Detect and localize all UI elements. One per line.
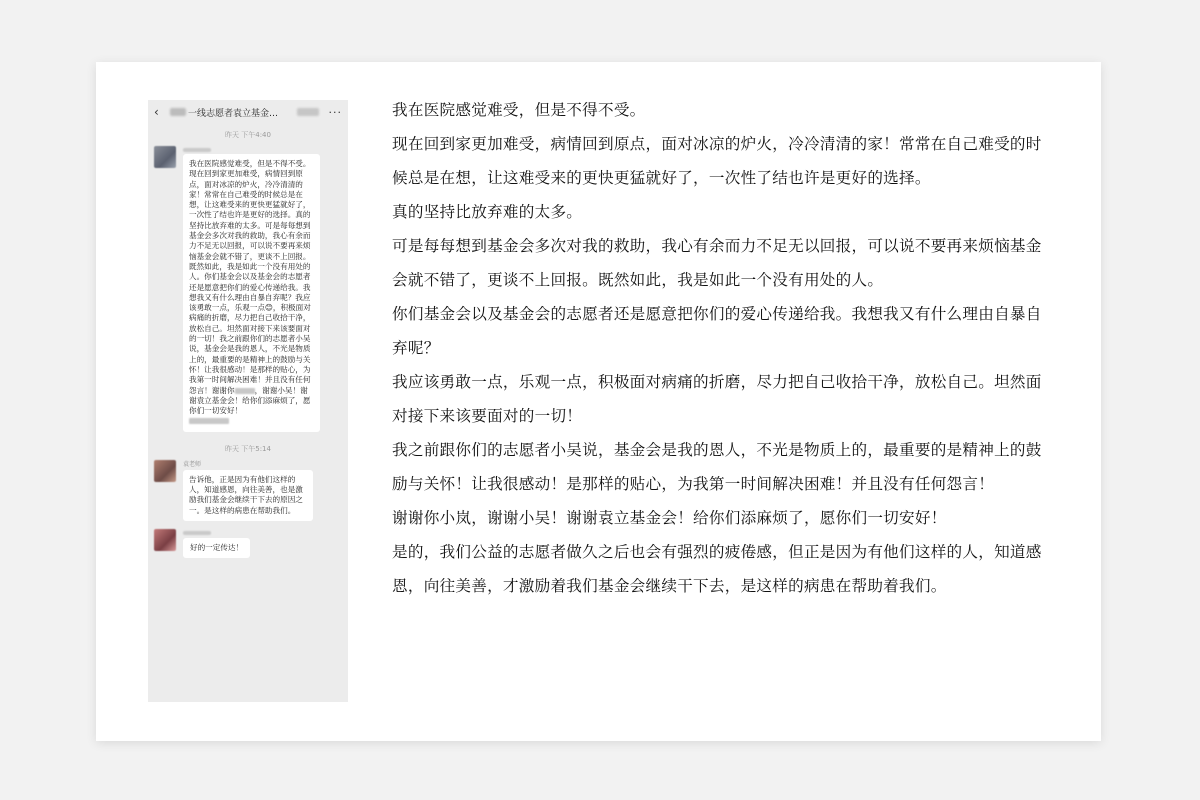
blurred-title-suffix xyxy=(297,108,319,116)
timestamp: 昨天 下午5:14 xyxy=(225,444,271,453)
paragraph: 真的坚持比放弃难的太多。 xyxy=(392,203,583,221)
message-row xyxy=(148,529,348,558)
content-card xyxy=(96,62,1101,741)
redacted-name xyxy=(235,388,255,394)
paragraph: 是的，我们公益的志愿者做久之后也会有强烈的疲倦感，但正是因为有他们这样的人，知道感恩，向往美善，才激励着我们基金会继续干下去，是这样的病患在帮助着我们。 xyxy=(392,543,1042,595)
blurred-sender-name xyxy=(183,531,211,535)
message-text: 好的一定传达！ xyxy=(190,542,244,552)
paragraph: 可是每每想到基金会多次对我的救助，我心有余而力不足无以回报，可以说不要再来烦恼基金会就不错了，更谈不上回报。既然如此，我是如此一个没有用处的人。 xyxy=(392,237,1042,289)
message-text: 我在医院感觉难受，但是不得不受。现在回到家更加难受，病情回到原点，面对冰凉的炉火，冷冷清清的家！常常在自己难受的时候总是在想，让这难受来的更快更猛就好了，一次性了结也许是更好的选择。真的坚持比放弃难的太多。可是每每想到基金会多次对我的救助，我心有余而力不足无以回报，可以说不要再来烦恼基金会就不错了，更谈不上回报。既然如此，我是如此一个没有用处的人。你们基金会以及基金会的志愿者还是愿意把你们的爱心传递给我。我想我又有什么理由自暴自弃呢？我应该勇敢一点，乐观一点😊，积极面对病痛的折磨，尽力把自己收拾干净，放松自己。坦然面对接下来该要面对的一切！我之前跟你们的志愿者小吴说，基金会是我的恩人，不光是物质上的，最重要的是精神上的鼓励与关怀！让我很感动！是那样的贴心，为我第一时间解决困难！并且没有任何怨言！谢谢你 xyxy=(189,159,311,395)
avatar[interactable] xyxy=(154,460,176,482)
paragraph: 我在医院感觉难受，但是不得不受。 xyxy=(392,101,646,119)
blurred-contact-name xyxy=(170,108,186,116)
paragraph: 谢谢你小岚，谢谢小吴！谢谢袁立基金会！给你们添麻烦了，愿你们一切安好！ xyxy=(392,509,947,527)
message-text-tail: ，谢谢小吴！谢谢袁立基金会！给你们添麻烦了，愿你们一切安好！ xyxy=(189,385,311,416)
paragraph: 现在回到家更加难受，病情回到原点，面对冰凉的炉火，冷冷清清的家！常常在自己难受的时候总是在想，让这难受来的更快更猛就好了，一次性了结也许是更好的选择。 xyxy=(392,135,1042,187)
blurred-sender-name xyxy=(183,148,211,152)
paragraph: 你们基金会以及基金会的志愿者还是愿意把你们的爱心传递给我。我想我又有什么理由自暴自弃呢？ xyxy=(392,305,1042,357)
message-row xyxy=(148,146,348,432)
message-bubble xyxy=(183,470,313,521)
chat-title: 一线志愿者袁立基金… xyxy=(188,108,279,119)
chat-header xyxy=(148,100,348,124)
message-bubble xyxy=(183,154,320,432)
more-options-icon[interactable]: ··· xyxy=(328,105,342,119)
paragraph: 我之前跟你们的志愿者小吴说，基金会是我的恩人，不光是物质上的，最重要的是精神上的鼓励与关怀！让我很感动！是那样的贴心，为我第一时间解决困难！并且没有任何怨言！ xyxy=(392,441,1042,493)
redacted-signature xyxy=(189,418,229,424)
paragraph: 我应该勇敢一点，乐观一点，积极面对病痛的折磨，尽力把自己收拾干净，放松自己。坦然面对接下来该要面对的一切！ xyxy=(392,373,1042,425)
message-row xyxy=(148,460,348,521)
back-arrow-icon[interactable]: ‹ xyxy=(154,105,159,119)
transcript-text xyxy=(392,93,1052,603)
avatar[interactable] xyxy=(154,146,176,168)
sender-name: 袁老师 xyxy=(183,460,202,468)
chat-screenshot xyxy=(148,100,348,702)
timestamp: 昨天 下午4:40 xyxy=(225,131,271,139)
avatar[interactable] xyxy=(154,529,176,551)
message-text: 告诉他，正是因为有他们这样的人，知道感恩，向往美善，也是激励我们基金会继续干下去的原因之一。是这样的病患在帮助我们。 xyxy=(189,474,303,515)
message-bubble xyxy=(183,538,250,558)
